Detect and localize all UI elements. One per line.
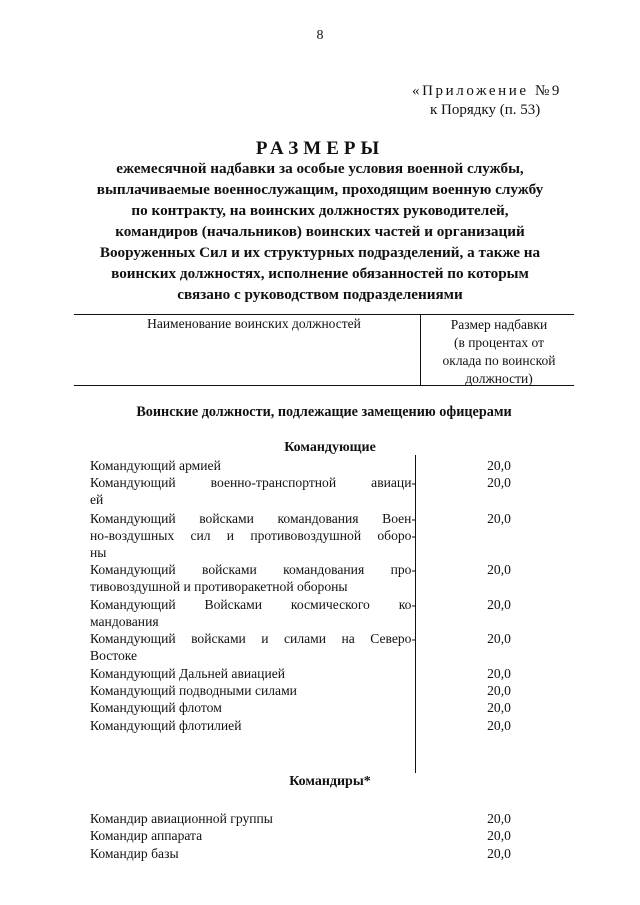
allowance-value: 20,0 xyxy=(487,811,511,826)
position-name xyxy=(90,665,416,682)
position-name-line: Командующий войсками и силами на Северо- xyxy=(90,631,416,646)
document-title: РАЗМЕРЫ xyxy=(255,138,385,159)
allowance-value: 20,0 xyxy=(487,511,511,526)
column-header-line: Размер надбавки xyxy=(450,317,548,332)
position-name-line: Командующий военно-транспортной авиаци- xyxy=(90,475,416,490)
subtitle-line: ежемесячной надбавки за особые условия военной службы, xyxy=(116,160,524,177)
column-header-line: должности) xyxy=(465,371,533,386)
position-name xyxy=(90,810,416,827)
allowance-value: 20,0 xyxy=(487,475,511,490)
allowance-value: 20,0 xyxy=(487,597,511,612)
column-header-line: (в процентах от xyxy=(453,335,545,350)
group-title-commanders: Командиры* xyxy=(289,774,371,789)
position-name xyxy=(90,596,416,630)
position-name-line: Командир аппарата xyxy=(90,828,203,843)
position-name-line: тивовоздушной и противоракетной обороны xyxy=(90,579,348,594)
document-subtitle xyxy=(60,158,580,305)
column-header-line: оклада по воинской xyxy=(442,353,556,368)
table-header-bottom-rule xyxy=(74,385,574,386)
position-name xyxy=(90,699,416,716)
annex-order-reference: к Порядку (п. 53) xyxy=(430,102,541,118)
position-name xyxy=(90,510,416,561)
position-name-line: Командующий войсками командования Воен- xyxy=(90,511,416,526)
allowance-value: 20,0 xyxy=(487,700,511,715)
allowance-value: 20,0 xyxy=(487,828,511,843)
position-name-line: Командующий Дальней авиацией xyxy=(90,666,286,681)
allowance-value: 20,0 xyxy=(487,562,511,577)
subtitle-line: по контракту, на воинских должностях руководителей, xyxy=(131,202,509,219)
position-name-line: Командующий армией xyxy=(90,458,221,473)
position-name-line: Командующий флотом xyxy=(90,700,222,715)
table-top-rule xyxy=(74,314,574,315)
annex-number: «Приложение №9 xyxy=(412,83,562,99)
subtitle-line: командиров (начальников) воинских частей и организаций xyxy=(115,223,525,240)
position-name xyxy=(90,717,416,734)
position-name-line: ны xyxy=(90,545,107,560)
position-name-line: Востоке xyxy=(90,648,138,663)
subtitle-line: связано с руководством подразделениями xyxy=(177,286,463,303)
position-name-line: но-воздушных сил и противовоздушной оборо- xyxy=(90,528,416,543)
page-number: 8 xyxy=(316,28,324,43)
position-name-line: ей xyxy=(90,492,104,507)
allowance-value: 20,0 xyxy=(487,631,511,646)
position-name xyxy=(90,845,416,862)
position-name xyxy=(90,474,416,508)
column-header-allowance xyxy=(424,316,574,388)
section-title: Воинские должности, подлежащие замещению офицерами xyxy=(136,404,512,420)
position-name-line: Командующий флотилией xyxy=(90,718,242,733)
position-name-line: Командующий войсками командования про- xyxy=(90,562,416,577)
annex-reference xyxy=(412,82,602,120)
position-name-line: мандования xyxy=(90,614,159,629)
position-name xyxy=(90,682,416,699)
position-name-line: Командир базы xyxy=(90,846,179,861)
column-header-position: Наименование воинских должностей xyxy=(147,316,361,331)
subtitle-line: Вооруженных Сил и их структурных подразделений, а также на xyxy=(99,244,541,261)
allowance-value: 20,0 xyxy=(487,666,511,681)
subtitle-line: выплачиваемые военнослужащим, проходящим военную службу xyxy=(96,181,544,198)
group-title-commanders-in-chief: Командующие xyxy=(284,440,376,455)
position-name xyxy=(90,630,416,664)
allowance-value: 20,0 xyxy=(487,458,511,473)
position-name-line: Командующий подводными силами xyxy=(90,683,297,698)
allowance-value: 20,0 xyxy=(487,683,511,698)
position-name xyxy=(90,457,416,474)
position-name xyxy=(90,561,416,595)
allowance-value: 20,0 xyxy=(487,846,511,861)
position-name-line: Командующий Войсками космического ко- xyxy=(90,597,416,612)
subtitle-line: воинских должностях, исполнение обязанностей по которым xyxy=(111,265,529,282)
position-name xyxy=(90,827,416,844)
allowance-value: 20,0 xyxy=(487,718,511,733)
position-name-line: Командир авиационной группы xyxy=(90,811,273,826)
